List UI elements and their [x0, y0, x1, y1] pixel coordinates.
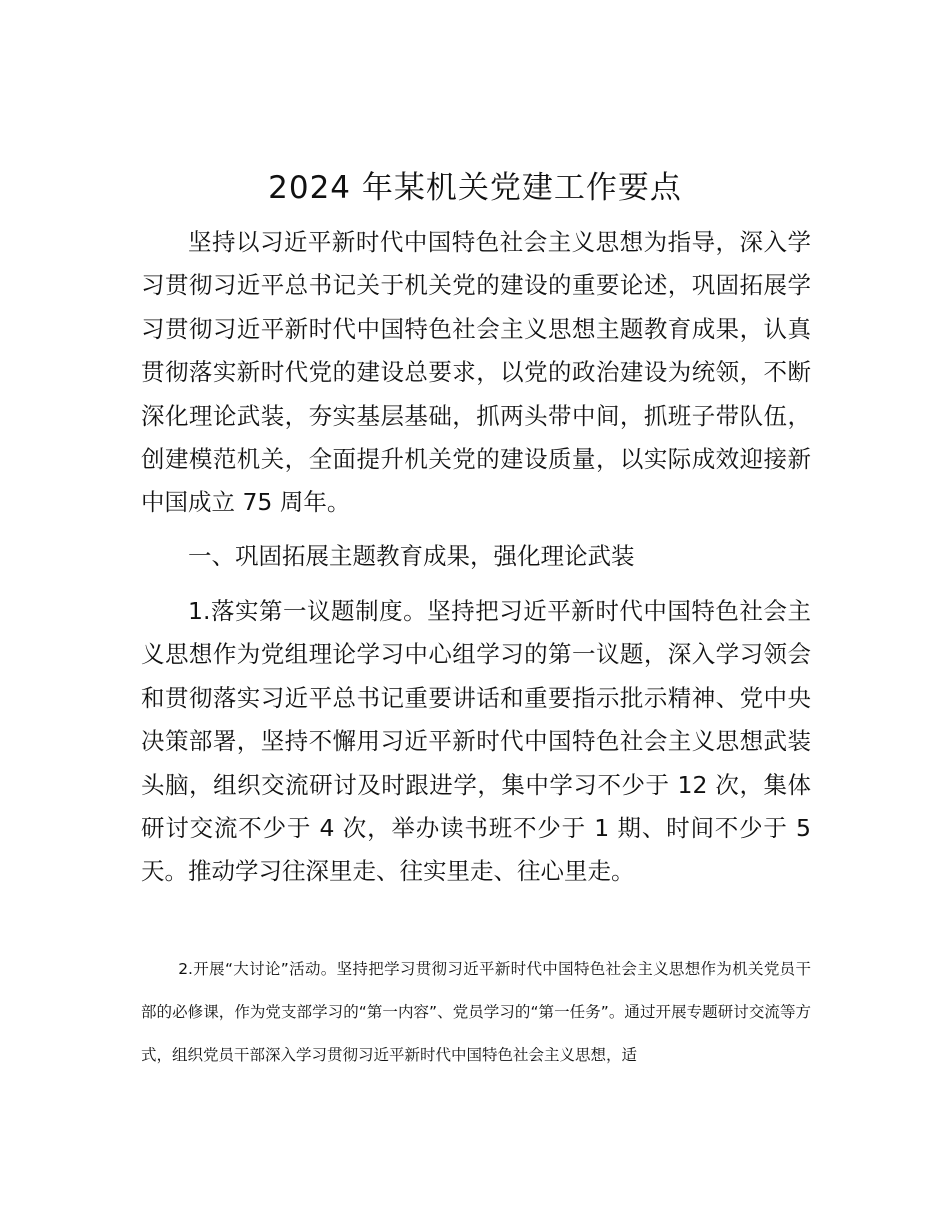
document-title: 2024 年某机关党建工作要点: [268, 170, 682, 206]
item-2-paragraph: 2.开展“大讨论”活动。坚持把学习贯彻习近平新时代中国特色社会主义思想作为机关党员干部的必修课，作为党支部学习的“第一内容”、党员学习的“第一任务”。通过开展专题研讨交流等方式，组织党员干部深入学习贯彻习近平新时代中国特色社会主义思想，适: [141, 960, 811, 1064]
section-heading: 一、巩固拓展主题教育成果，强化理论武装: [188, 542, 635, 570]
item-1-paragraph: 1.落实第一议题制度。坚持把习近平新时代中国特色社会主义思想作为党组理论学习中心组学习的第一议题，深入学习领会和贯彻落实习近平总书记重要讲话和重要指示批示精神、党中央决策部署，坚持不懈用习近平新时代中国特色社会主义思想武装头脑，组织交流研讨及时跟进学，集中学习不少于 12 次，集体研讨交流不少于 4 次，举办读书班不少于 1 期、时间不少于 5 天。推动学习往深里走、往实里走、往心里走。: [141, 597, 811, 886]
intro-paragraph: 坚持以习近平新时代中国特色社会主义思想为指导，深入学习贯彻习近平总书记关于机关党的建设的重要论述，巩固拓展学习贯彻习近平新时代中国特色社会主义思想主题教育成果，认真贯彻落实新时代党的建设总要求，以党的政治建设为统领，不断深化理论武装，夯实基层基础，抓两头带中间，抓班子带队伍，创建模范机关，全面提升机关党的建设质量，以实际成效迎接新中国成立 75 周年。: [141, 228, 811, 517]
